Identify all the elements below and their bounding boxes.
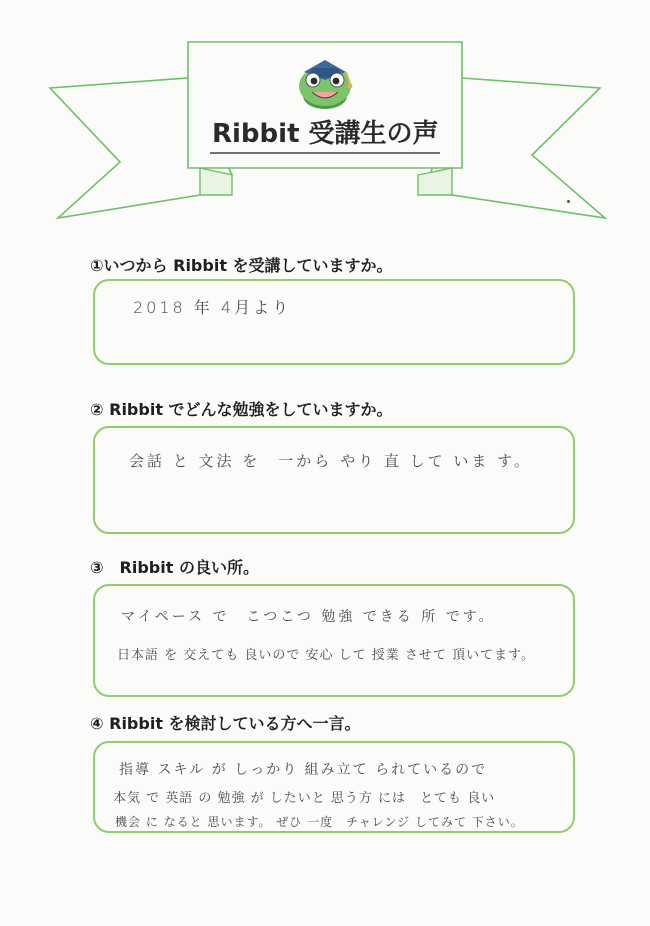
- answer-4-line-2: 本気 で 英語 の 勉強 が したいと 思う方 には とても 良い: [113, 791, 496, 806]
- answer-4-line-3: 機会 に なると 思います。 ぜひ 一度 チャレンジ してみて 下さい。: [115, 815, 524, 829]
- question-4-label: ④ Ribbit を検討している方へ一言。: [90, 714, 361, 733]
- answer-box-2: [93, 426, 575, 534]
- page-title: Ribbit 受講生の声: [212, 119, 439, 149]
- question-1-label: ①いつから Ribbit を受講していますか。: [90, 256, 393, 275]
- answer-box-3: [93, 584, 575, 697]
- scan-speck: [567, 200, 570, 203]
- ribbon-right-fold: [418, 168, 452, 195]
- question-2-label: ② Ribbit でどんな勉強をしていますか。: [90, 400, 393, 419]
- question-3-label: ③ Ribbit の良い所。: [90, 558, 259, 577]
- answer-box-4: [93, 741, 575, 833]
- answer-3-line-2: 日本語 を 交えても 良いので 安心 して 授業 させて 頂いてます。: [117, 648, 536, 663]
- answer-box-1: [93, 279, 575, 365]
- answer-1-line-1: 2018 年 4月より: [133, 298, 292, 317]
- answer-2-line-1: 会話 と 文法 を 一から やり 直 して いま す。: [129, 452, 532, 470]
- answer-4-line-1: 指導 スキル が しっかり 組み立て られているので: [119, 762, 488, 778]
- answer-3-line-1: マイペース で こつこつ 勉強 できる 所 です。: [121, 609, 496, 625]
